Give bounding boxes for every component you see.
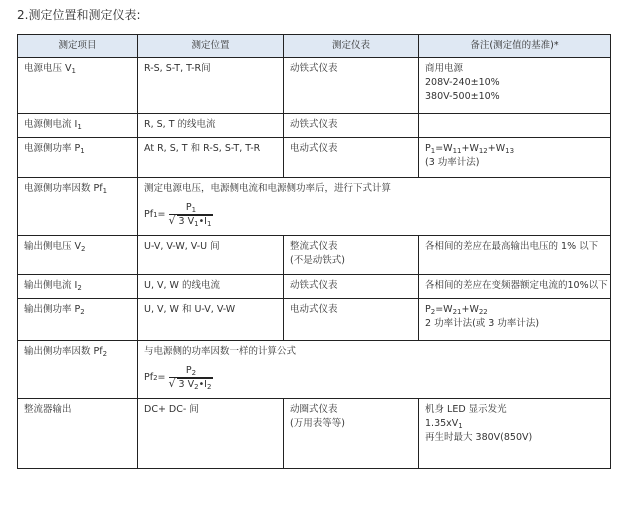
remark-line: 商用电源	[425, 63, 464, 74]
header-instrument: 测定仪表	[284, 35, 419, 58]
measurement-table	[17, 34, 611, 469]
item-cell	[18, 138, 138, 178]
position-cell: R, S, T 的线电流	[138, 114, 284, 138]
remark-line: 208V-240±10%	[425, 77, 500, 88]
denominator-term: 3 V	[178, 216, 195, 227]
formula-subscript: 2	[194, 383, 199, 391]
formula-subscript: 1	[191, 206, 197, 214]
formula-subscript: 12	[478, 147, 488, 155]
position-cell: U, V, W 的线电流	[138, 275, 284, 299]
formula-term: +W	[461, 304, 479, 315]
remark-text: 1.35xV	[425, 418, 459, 429]
position-cell: At R, S, T 和 R-S, S-T, T-R	[138, 138, 284, 178]
numerator-symbol: P	[185, 202, 192, 213]
sqrt-icon: √	[168, 377, 176, 390]
sqrt-radical	[170, 215, 214, 229]
position-cell: DC+ DC- 间	[138, 399, 284, 469]
section-title: 2.测定位置和测定仪表:	[17, 8, 141, 22]
item-cell	[18, 236, 138, 275]
denominator-term: 3 V	[178, 379, 195, 390]
header-remark: 备注(测定值的基准)*	[419, 35, 611, 58]
remark-note: 2 功率计法(或 3 功率计法)	[425, 318, 540, 329]
formula-equals: =	[157, 209, 166, 220]
formula-subscript: 1	[206, 220, 212, 228]
formula-fraction	[169, 201, 214, 229]
merged-calc-cell	[138, 341, 611, 399]
power-sum-formula	[425, 142, 604, 156]
power-sum-formula	[425, 303, 604, 317]
formula-term: +W	[461, 143, 479, 154]
table-row	[18, 236, 611, 275]
instrument-line: 整流式仪表	[290, 241, 338, 252]
formula-subscript: 1	[458, 422, 463, 430]
table-row	[18, 114, 611, 138]
item-subscript: 2	[81, 245, 86, 253]
remark-line: 机身 LED 显示发光	[425, 404, 507, 415]
item-subscript: 2	[80, 308, 85, 316]
remark-cell	[419, 114, 611, 138]
formula-symbol: Pf	[144, 209, 154, 220]
table-row	[18, 399, 611, 469]
remark-cell	[419, 58, 611, 114]
radicand	[177, 215, 214, 227]
position-cell: U-V, V-W, V-U 间	[138, 236, 284, 275]
power-factor-formula: Pf 2 = $P_2$ √ 3 $V_2•I_2$	[144, 365, 212, 391]
formula-subscript: 1	[194, 220, 199, 228]
merged-calc-cell	[138, 178, 611, 236]
item-label: 电源侧功率因数 Pf	[24, 183, 103, 194]
remark-cell	[419, 299, 611, 341]
item-label: 输出侧功率 P	[24, 304, 81, 315]
formula-denominator	[169, 215, 214, 229]
formula-subscript: 22	[478, 308, 488, 316]
remark-line: 380V-500±10%	[425, 91, 500, 102]
item-label: 电源侧电流 I	[24, 119, 78, 130]
item-label: 电源电压 V	[24, 63, 72, 74]
remark-cell: 各相间的差应在最高输出电压的 1% 以下	[419, 236, 611, 275]
item-cell	[18, 299, 138, 341]
instrument-line: (不是动铁式)	[290, 255, 345, 266]
table-row	[18, 299, 611, 341]
item-subscript: 1	[102, 187, 108, 195]
formula-symbol: P	[425, 304, 431, 315]
formula-subscript: 21	[452, 308, 462, 316]
sqrt-icon: √	[168, 214, 176, 227]
remark-line	[425, 417, 604, 431]
item-subscript: 1	[80, 147, 85, 155]
formula-term: =W	[435, 143, 453, 154]
item-label: 输出侧电压 V	[24, 241, 82, 252]
power-factor-formula: Pf 1 = $P_1$ √ 3 $V_1•I_1$	[144, 202, 212, 228]
item-label: 输出侧电流 I	[24, 280, 78, 291]
formula-subscript: 11	[452, 147, 462, 155]
remark-line: 再生时最大 380V(850V)	[425, 432, 533, 443]
calc-instruction: 测定电源电压，电源侧电流和电源侧功率后，进行下式计算	[144, 183, 392, 194]
table-row	[18, 341, 611, 399]
item-label: 电源侧功率 P	[24, 143, 81, 154]
header-position: 测定位置	[138, 35, 284, 58]
formula-subscript: 1	[430, 147, 436, 155]
item-cell	[18, 114, 138, 138]
radicand	[177, 378, 214, 390]
instrument-cell: 动铁式仪表	[284, 114, 419, 138]
table-row	[18, 138, 611, 178]
denominator-term: •I	[198, 216, 207, 227]
item-subscript: 1	[71, 67, 76, 75]
formula-denominator	[169, 378, 214, 392]
instrument-cell: 动铁式仪表	[284, 275, 419, 299]
item-cell	[18, 58, 138, 114]
header-item: 测定项目	[18, 35, 138, 58]
remark-note: (3 功率计法)	[425, 157, 480, 168]
position-cell: U, V, W 和 U-V, V-W	[138, 299, 284, 341]
remark-cell	[419, 138, 611, 178]
position-cell: R-S, S-T, T-R间	[138, 58, 284, 114]
item-label: 输出侧功率因数 Pf	[24, 346, 103, 357]
sqrt-radical	[170, 378, 214, 392]
instrument-cell: 电动式仪表	[284, 299, 419, 341]
table-header-row	[18, 35, 611, 58]
formula-numerator	[169, 364, 214, 378]
table-row	[18, 275, 611, 299]
instrument-cell: 电动式仪表	[284, 138, 419, 178]
remark-cell: 各相间的差应在变频器额定电流的10%以下	[419, 275, 611, 299]
formula-subscript: 2	[430, 308, 436, 316]
formula-subscript: 2	[191, 369, 197, 377]
formula-equals: =	[157, 372, 166, 383]
formula-symbol: Pf	[144, 372, 154, 383]
instrument-line: (万用表等等)	[290, 418, 345, 429]
item-subscript: 2	[77, 284, 82, 292]
instrument-cell	[284, 399, 419, 469]
numerator-symbol: P	[185, 365, 192, 376]
calc-instruction: 与电源侧的功率因数一样的计算公式	[144, 346, 297, 357]
formula-subscript: 2	[206, 383, 212, 391]
formula-term: =W	[435, 304, 453, 315]
instrument-cell	[284, 236, 419, 275]
formula-term: +W	[487, 143, 506, 154]
item-subscript: 2	[102, 350, 108, 358]
remark-cell	[419, 399, 611, 469]
formula-numerator	[169, 201, 214, 215]
item-cell	[18, 275, 138, 299]
item-cell	[18, 178, 138, 236]
table-row	[18, 178, 611, 236]
item-subscript: 1	[77, 123, 82, 131]
formula-symbol: P	[425, 143, 431, 154]
instrument-line: 动圈式仪表	[290, 404, 338, 415]
formula-fraction	[169, 364, 214, 392]
item-cell	[18, 341, 138, 399]
formula-subscript: 13	[505, 147, 515, 155]
table-row	[18, 58, 611, 114]
instrument-cell: 动铁式仪表	[284, 58, 419, 114]
item-cell: 整流器输出	[18, 399, 138, 469]
denominator-term: •I	[198, 379, 207, 390]
